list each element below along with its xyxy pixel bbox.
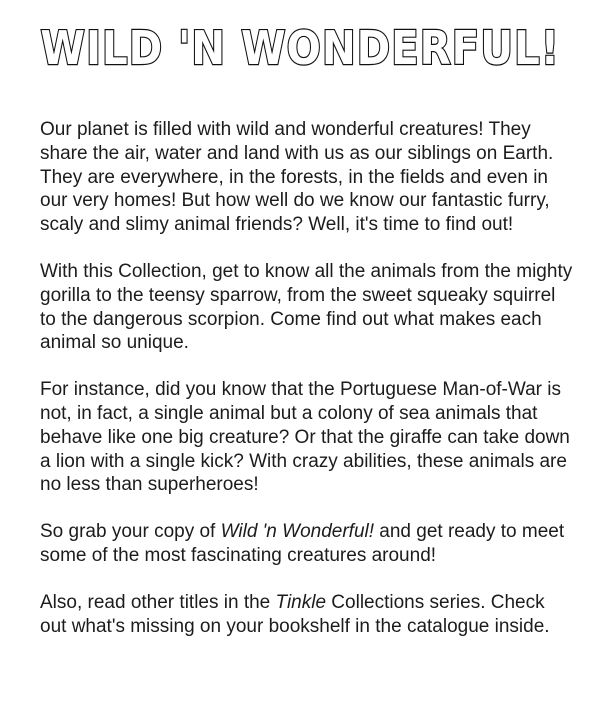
other-titles-text-start: Also, read other titles in the [40, 591, 276, 613]
paragraph-grab-copy [40, 520, 576, 568]
paragraph-other-titles [40, 591, 576, 639]
paragraph-collection: With this Collection, get to know all the animals from the mighty gorilla to the teensy sparrow, from the sweet squeaky squirrel to the dangerous scorpion. Come find out what makes each animal so unique. [40, 260, 573, 354]
page-title: WILD 'N WONDERFUL! [40, 21, 560, 75]
body-text [40, 118, 576, 661]
other-titles-text-end: Collections series. Check out what's missing on your bookshelf in the catalogue inside. [40, 591, 550, 637]
grab-copy-text-start: So grab your copy of [40, 521, 221, 543]
paragraph-facts: For instance, did you know that the Portuguese Man-of-War is not, in fact, a single animal but a colony of sea animals that behave like one big creature? Or that the giraffe can take down a lion with a single kick? With crazy abilities, these animals are no less than superheroes! [40, 379, 570, 496]
title-container [0, 18, 600, 78]
book-title-italic: Wild 'n Wonderful! [220, 521, 375, 543]
paragraph-intro: Our planet is filled with wild and wonderful creatures! They share the air, water and land with us as our siblings on Earth. They are everywhere, in the forests, in the fields and even in our very homes! But how well do we know our fantastic furry, scaly and slimy animal friends? Well, it's time to find out! [40, 119, 554, 236]
grab-copy-text-end: and get ready to meet some of the most fascinating creatures around! [40, 521, 565, 566]
series-name-italic: Tinkle [275, 591, 327, 613]
